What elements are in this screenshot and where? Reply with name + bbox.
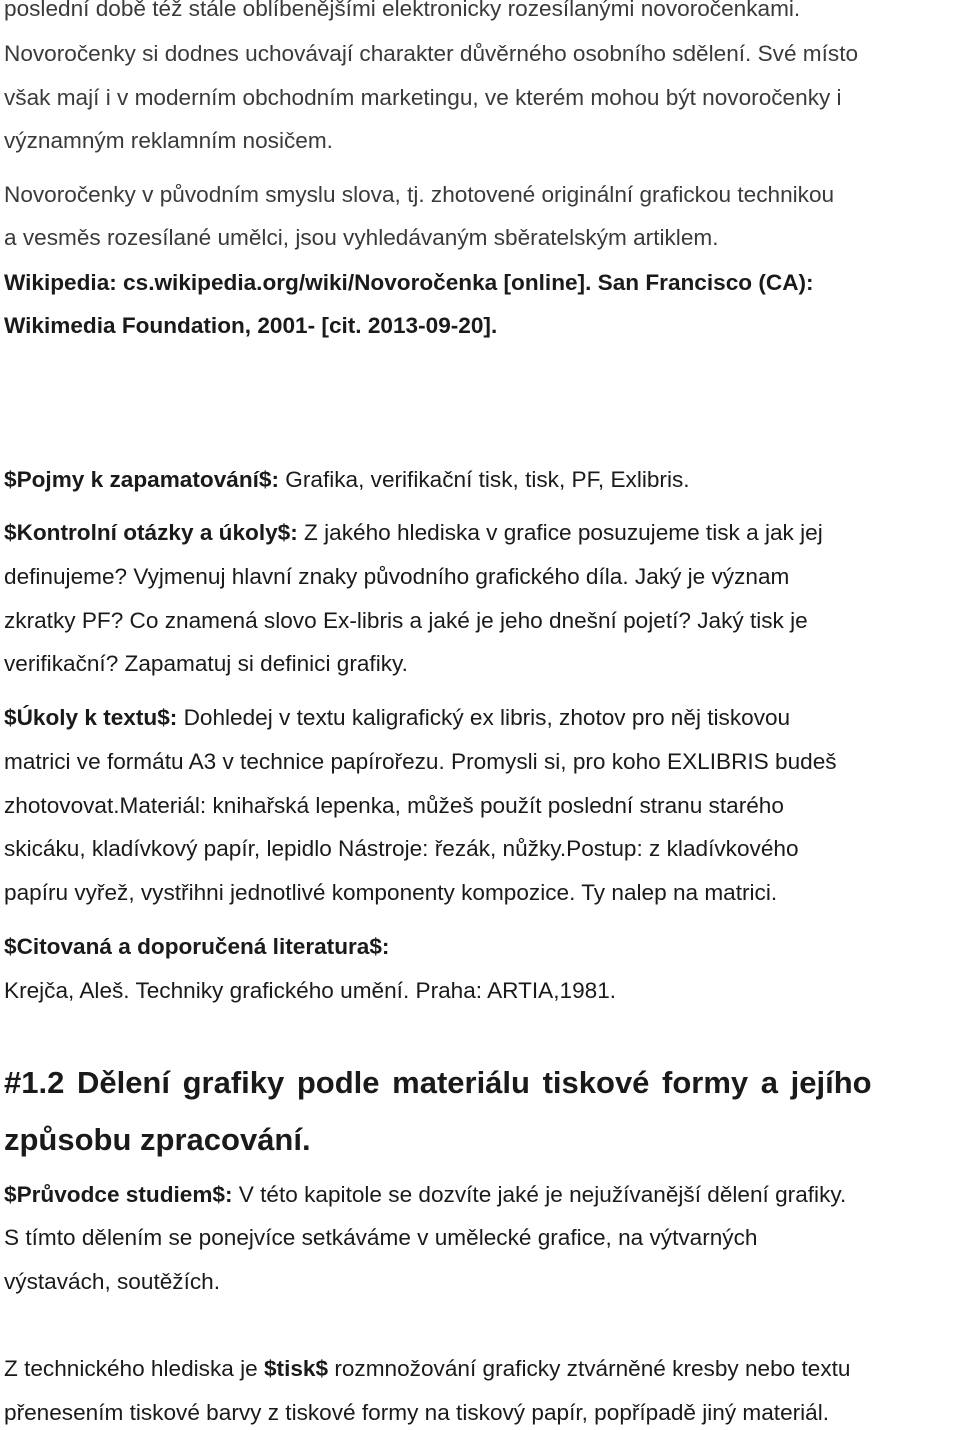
citation-line-1: Wikipedia: cs.wikipedia.org/wiki/Novoročenka [online]. San Francisco (CA): — [4, 270, 814, 295]
tasks-line-4: skicáku, kladívkový papír, lepidlo Nástroje: řezák, nůžky.Postup: z kladívkového — [4, 836, 799, 861]
guide-text-1: V této kapitole se dozvíte jaké je nejužívanější dělení grafiky. — [232, 1182, 847, 1207]
tasks-line-3: zhotovovat.Materiál: knihařská lepenka, můžeš použít poslední stranu starého — [4, 793, 784, 818]
terms-label: $Pojmy k zapamatování$: — [4, 467, 279, 492]
intro-line-5: Novoročenky v původním smyslu slova, tj. zhotovené originální grafickou technikou — [4, 182, 835, 207]
questions-text-1: Z jakého hlediska v grafice posuzujeme tisk a jak jej — [297, 520, 823, 545]
section-heading-line-1 — [4, 1063, 956, 1103]
questions-label: $Kontrolní otázky a úkoly$: — [4, 520, 298, 545]
tasks-line-2: matrici ve formátu A3 v technice papírořezu. Promysli si, pro koho EXLIBRIS budeš — [4, 749, 837, 774]
guide-line-2: S tímto dělením se ponejvíce setkáváme v umělecké grafice, na výtvarných — [4, 1225, 758, 1250]
intro-line-1: poslední době též stále oblíbenějšími elektronicky rozesílanými novoročenkami. — [4, 0, 801, 21]
intro-line-3: však mají i v moderním obchodním marketingu, ve kterém mohou být novoročenky i — [4, 85, 842, 110]
literature-label: $Citovaná a doporučená literatura$: — [4, 934, 390, 959]
section-heading-text-1: #1.2 Dělení grafiky podle materiálu tiskové formy a jejího — [4, 1065, 872, 1100]
literature-entry: Krejča, Aleš. Techniky grafického umění. Praha: ARTIA,1981. — [4, 978, 617, 1003]
guide-line-1 — [4, 1180, 846, 1210]
definition-post: rozmnožování graficky ztvárněné kresby nebo textu — [328, 1356, 851, 1381]
intro-line-4: významným reklamním nosičem. — [4, 128, 333, 153]
intro-line-6: a vesměs rozesílané umělci, jsou vyhledávaným sběratelským artiklem. — [4, 225, 719, 250]
citation-line-2: Wikimedia Foundation, 2001- [cit. 2013-09-20]. — [4, 313, 498, 338]
tasks-text-1: Dohledej v textu kaligrafický ex libris, zhotov pro něj tiskovou — [177, 705, 791, 730]
guide-line-3: výstavách, soutěžích. — [4, 1269, 220, 1294]
tasks-line-1 — [4, 703, 790, 733]
definition-pre: Z technického hlediska je — [4, 1356, 264, 1381]
questions-line-2: definujeme? Vyjmenuj hlavní znaky původního grafického díla. Jaký je význam — [4, 564, 790, 589]
section-heading-line-2: způsobu zpracování. — [4, 1122, 311, 1157]
tasks-label: $Úkoly k textu$: — [4, 705, 178, 730]
terms-paragraph — [4, 465, 690, 495]
questions-line-1 — [4, 518, 823, 548]
tasks-line-5: papíru vyřež, vystřihni jednotlivé komponenty kompozice. Ty nalep na matrici. — [4, 880, 778, 905]
definition-term: $tisk$ — [263, 1356, 329, 1381]
guide-label: $Průvodce studiem$: — [4, 1182, 233, 1207]
terms-text: Grafika, verifikační tisk, tisk, PF, Exlibris. — [279, 467, 690, 492]
intro-line-2: Novoročenky si dodnes uchovávají charakter důvěrného osobního sdělení. Své místo — [4, 41, 859, 66]
questions-line-3: zkratky PF? Co znamená slovo Ex-libris a jaké je jeho dnešní pojetí? Jaký tisk je — [4, 608, 808, 633]
definition-line-2: přenesením tiskové barvy z tiskové formy na tiskový papír, popřípadě jiný materiál. — [4, 1400, 830, 1425]
definition-line-1 — [4, 1354, 851, 1384]
questions-line-4: verifikační? Zapamatuj si definici grafiky. — [4, 651, 408, 676]
